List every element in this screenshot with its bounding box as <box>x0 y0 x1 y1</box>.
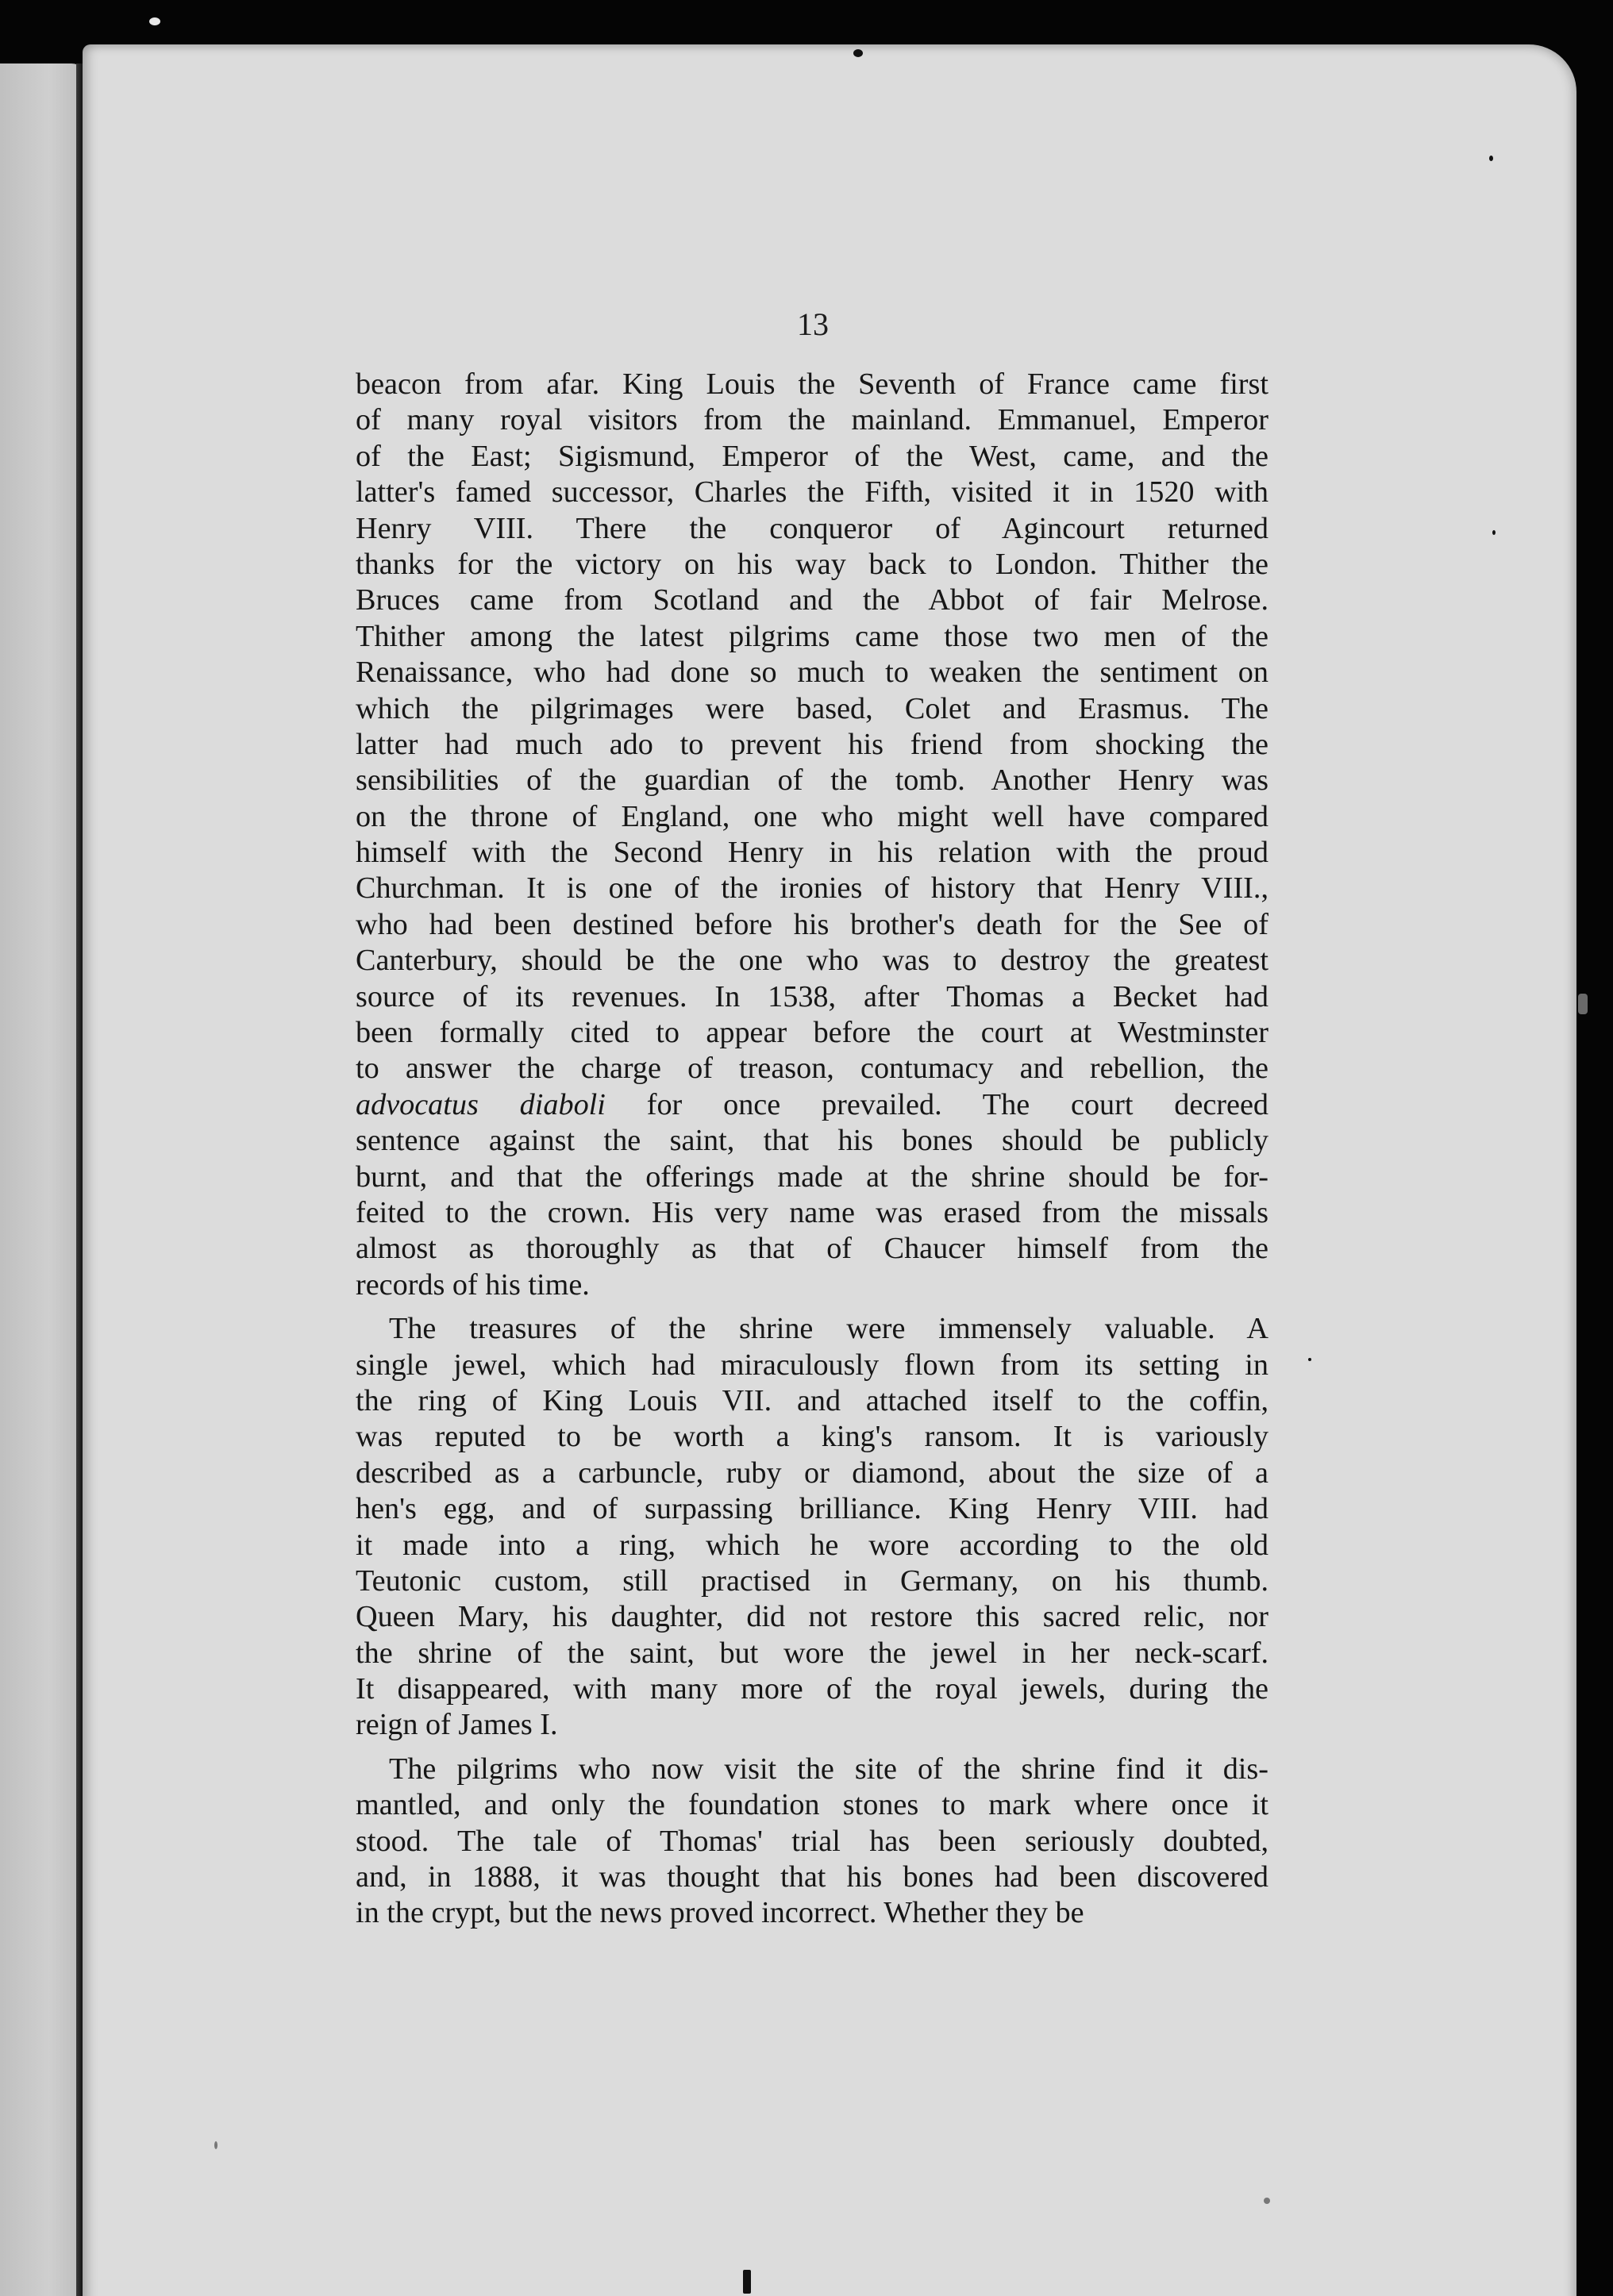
ink-speck <box>1492 530 1496 535</box>
text-line: latter had much ado to prevent his friend from shocking the <box>356 727 1268 761</box>
text-line: and, in 1888, it was thought that his bones had been discovered <box>356 1860 1268 1894</box>
text-line: stood. The tale of Thomas' trial has been seriously doubted, <box>356 1824 1268 1858</box>
text-line: mantled, and only the foundation stones to mark where once it <box>356 1788 1268 1822</box>
text-line: of many royal visitors from the mainland. Emmanuel, Emperor <box>356 403 1268 437</box>
text-line: Churchman. It is one of the ironies of history that Henry VIII., <box>356 871 1268 906</box>
text-line: almost as thoroughly as that of Chaucer himself from the <box>356 1232 1268 1266</box>
text-line: himself with the Second Henry in his relation with the proud <box>356 836 1268 870</box>
text-line: sensibilities of the guardian of the tomb. Another Henry was <box>356 763 1268 798</box>
text-line: Queen Mary, his daughter, did not restore this sacred relic, nor <box>356 1600 1268 1634</box>
ink-speck <box>1264 2198 1270 2204</box>
text-line: reign of James I. <box>356 1708 558 1742</box>
ink-speck <box>214 2141 218 2149</box>
body-text <box>356 367 1268 1932</box>
text-line: thanks for the victory on his way back to London. Thither the <box>356 547 1268 581</box>
text-line: burnt, and that the offerings made at the shrine should be for- <box>356 1160 1268 1194</box>
text-line: records of his time. <box>356 1267 590 1302</box>
text-line: been formally cited to appear before the court at Westminster <box>356 1016 1268 1050</box>
text-line: The treasures of the shrine were immensely valuable. A <box>389 1312 1268 1346</box>
text-line: Canterbury, should be the one who was to destroy the greatest <box>356 944 1268 978</box>
text-line: the shrine of the saint, but wore the jewel in her neck-scarf. <box>356 1636 1268 1670</box>
text-line: The pilgrims who now visit the site of the shrine find it dis- <box>389 1752 1268 1786</box>
paragraph <box>356 1752 1268 1932</box>
paragraph <box>356 1311 1268 1744</box>
text-line: described as a carbuncle, ruby or diamond, about the size of a <box>356 1456 1268 1490</box>
text-line: sentence against the saint, that his bones should be publicly <box>356 1124 1268 1158</box>
text-line: Teutonic custom, still practised in Germany, on his thumb. <box>356 1563 1268 1598</box>
italic-phrase: advocatus diaboli <box>356 1087 606 1121</box>
text-line: hen's egg, and of surpassing brilliance. King Henry VIII. had <box>356 1492 1268 1526</box>
text-line: Bruces came from Scotland and the Abbot of fair Melrose. <box>356 583 1268 617</box>
text-line: single jewel, which had miraculously flown from its setting in <box>356 1348 1268 1382</box>
text-line <box>356 1087 1268 1123</box>
text-line: on the throne of England, one who might well have compared <box>356 799 1268 833</box>
text-line: of the East; Sigismund, Emperor of the West, came, and the <box>356 439 1268 473</box>
text-line: It disappeared, with many more of the royal jewels, during the <box>356 1672 1268 1706</box>
text-line-rest: for once prevailed. The court decreed <box>605 1087 1268 1121</box>
text-line: it made into a ring, which he wore according to the old <box>356 1528 1268 1562</box>
text-line: was reputed to be worth a king's ransom. It is variously <box>356 1420 1268 1454</box>
ink-speck <box>743 2270 751 2294</box>
text-line: in the crypt, but the news proved incorrect. Whether they be <box>356 1896 1084 1930</box>
text-line: latter's famed successor, Charles the Fifth, visited it in 1520 with <box>356 475 1268 510</box>
ink-speck <box>1578 994 1588 1014</box>
paragraph-gap <box>356 1744 1268 1752</box>
text-line: Renaissance, who had done so much to weaken the sentiment on <box>356 656 1268 690</box>
paragraph <box>356 367 1268 1303</box>
text-line: which the pilgrimages were based, Colet and Erasmus. The <box>356 691 1268 725</box>
text-line: beacon from afar. King Louis the Seventh of France came first <box>356 367 1268 401</box>
text-line: Thither among the latest pilgrims came those two men of the <box>356 619 1268 653</box>
ink-speck <box>853 49 863 57</box>
ink-speck <box>149 17 160 25</box>
text-line: source of its revenues. In 1538, after Thomas a Becket had <box>356 979 1268 1013</box>
ink-speck <box>1308 1358 1311 1361</box>
text-line: who had been destined before his brother's death for the See of <box>356 907 1268 941</box>
page-number: 13 <box>797 306 829 342</box>
paragraph-gap <box>356 1303 1268 1311</box>
text-line: Henry VIII. There the conqueror of Agincourt returned <box>356 511 1268 545</box>
text-line: to answer the charge of treason, contumacy and rebellion, the <box>356 1052 1268 1086</box>
text-line: the ring of King Louis VII. and attached itself to the coffin, <box>356 1383 1268 1417</box>
left-page-edge <box>0 63 87 2296</box>
text-line: feited to the crown. His very name was erased from the missals <box>356 1195 1268 1229</box>
ink-speck <box>1489 156 1493 161</box>
